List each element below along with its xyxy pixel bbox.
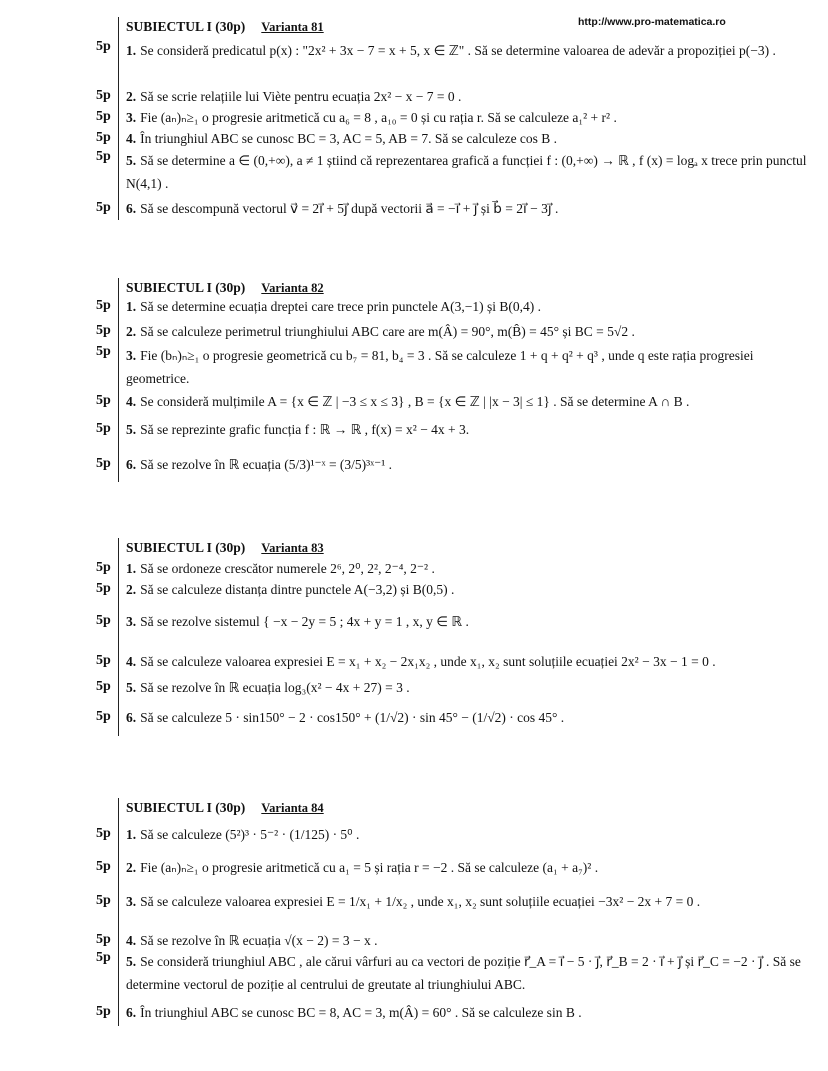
points-label: 5p xyxy=(96,344,111,359)
problem-text-wrap xyxy=(126,1001,816,1024)
problem-number: 2. xyxy=(126,859,137,875)
problem-text: Se consideră triunghiul ABC , ale cărui vârfuri au ca vectori de poziție r⃗_A = i⃗ − 5 · j⃗, r⃗_B = 2 · i⃗ + j⃗ și r⃗_C = −2 · j⃗ . Să se determine vectorul de poziție al centrului de greutate al triunghiului ABC. xyxy=(126,954,801,992)
problem-text: Să se ordoneze crescător numerele 2⁶, 2⁰, 2², 2⁻⁴, 2⁻² . xyxy=(140,560,435,576)
section-varianta-82 xyxy=(96,278,819,482)
problem-item xyxy=(1,295,821,317)
problem-text-wrap xyxy=(126,149,816,195)
problem-text: Să se rezolve în ℝ ecuația (5/3)¹⁻ˣ = (3/5)³ˣ⁻¹ . xyxy=(140,456,393,472)
variant-label: Varianta 82 xyxy=(261,280,324,295)
problem-text: Să se descompună vectorul v⃗ = 2i⃗ + 5j⃗ după vectorii a⃗ = −i⃗ + j⃗ și b⃗ = 2i⃗ − 3j⃗ . xyxy=(140,200,559,216)
problem-item xyxy=(1,854,821,880)
points-label: 5p xyxy=(96,932,111,947)
problem-item xyxy=(1,39,821,87)
variant-label: Varianta 81 xyxy=(261,19,324,34)
problem-number: 1. xyxy=(126,560,137,576)
problem-text-wrap xyxy=(126,106,816,129)
problem-item xyxy=(1,344,821,390)
variant-label: Varianta 83 xyxy=(261,540,324,555)
points-label: 5p xyxy=(96,613,111,628)
problem-text: Fie (bₙ)ₙ≥₁ o progresie geometrică cu b₇ = 81, b₄ = 3 . Să se calculeze 1 + q + q² + q³ , unde q este rația progresiei geometrice. xyxy=(126,348,754,386)
problem-item xyxy=(1,388,821,414)
problem-text-wrap xyxy=(126,676,816,699)
problem-item xyxy=(1,106,821,128)
problem-item xyxy=(1,950,821,998)
problem-number: 2. xyxy=(126,323,137,339)
problem-item xyxy=(1,318,821,344)
problem-number: 2. xyxy=(126,581,137,597)
problem-text-wrap xyxy=(126,197,816,220)
problem-text-wrap xyxy=(126,295,816,318)
points-label: 5p xyxy=(96,679,111,694)
problem-number: 3. xyxy=(126,348,137,363)
points-label: 5p xyxy=(96,323,111,338)
problem-text-wrap xyxy=(126,344,816,390)
points-label: 5p xyxy=(96,859,111,874)
problem-text-wrap xyxy=(126,127,816,150)
problem-text-wrap xyxy=(126,610,816,633)
problem-number: 4. xyxy=(126,130,137,146)
problem-item xyxy=(1,1001,821,1023)
problem-text-wrap xyxy=(126,578,816,601)
problem-text: Să se calculeze distanța dintre punctele A(−3,2) și B(0,5) . xyxy=(140,581,455,597)
problem-number: 5. xyxy=(126,954,137,969)
points-label: 5p xyxy=(96,39,111,54)
problem-item xyxy=(1,149,821,197)
problem-text: Fie (aₙ)ₙ≥₁ o progresie aritmetică cu a₁ = 5 și rația r = −2 . Să se calculeze (a₁ + a₇)² . xyxy=(140,859,599,875)
problem-item xyxy=(1,416,821,442)
problem-text-wrap xyxy=(126,890,816,913)
points-label: 5p xyxy=(96,653,111,668)
section-title: SUBIECTUL I (30p) xyxy=(126,280,246,295)
problem-item xyxy=(1,197,821,219)
section-varianta-84 xyxy=(96,798,819,1026)
problem-text-wrap xyxy=(126,650,816,673)
points-label: 5p xyxy=(96,393,111,408)
points-label: 5p xyxy=(96,709,111,724)
problem-number: 5. xyxy=(126,679,137,695)
problem-number: 1. xyxy=(126,298,137,314)
problem-item xyxy=(1,557,821,579)
section-title: SUBIECTUL I (30p) xyxy=(126,540,246,555)
problem-item xyxy=(1,818,821,850)
problem-text: Să se scrie relațiile lui Viète pentru ecuația 2x² − x − 7 = 0 . xyxy=(140,88,462,104)
problem-item xyxy=(1,650,821,672)
points-label: 5p xyxy=(96,88,111,103)
problem-number: 6. xyxy=(126,1004,137,1020)
points-label: 5p xyxy=(96,456,111,471)
section-header xyxy=(126,17,324,37)
points-label: 5p xyxy=(96,130,111,145)
problem-text: În triunghiul ABC se cunosc BC = 8, AC = 3, m(Â) = 60° . Să se calculeze sin B . xyxy=(140,1004,582,1020)
problem-text: Să se rezolve sistemul { −x − 2y = 5 ; 4x + y = 1 , x, y ∈ ℝ . xyxy=(140,613,469,629)
problem-number: 6. xyxy=(126,200,137,216)
problem-text: Fie (aₙ)ₙ≥₁ o progresie aritmetică cu a₆ = 8 , a₁₀ = 0 și cu rația r. Să se calculeze a₁² + r² . xyxy=(140,109,617,125)
problem-item xyxy=(1,446,821,482)
problem-text-wrap xyxy=(126,557,816,580)
problem-number: 4. xyxy=(126,393,137,409)
points-label: 5p xyxy=(96,950,111,965)
problem-text-wrap xyxy=(126,706,816,729)
problem-item xyxy=(1,578,821,600)
problem-text-wrap xyxy=(126,856,816,879)
problem-text-wrap xyxy=(126,950,816,996)
problem-text: Se consideră mulțimile A = {x ∈ ℤ | −3 ≤ x ≤ 3} , B = {x ∈ ℤ | |x − 3| ≤ 1} . Să se determine A ∩ B . xyxy=(140,393,690,409)
problem-number: 5. xyxy=(126,153,137,168)
problem-number: 4. xyxy=(126,932,137,948)
points-label: 5p xyxy=(96,581,111,596)
source-url[interactable]: http://www.pro-matematica.ro xyxy=(578,16,726,28)
problem-text: Să se calculeze valoarea expresiei E = 1/x₁ + 1/x₂ , unde x₁, x₂ sunt soluțiile ecuației −3x² − 2x + 7 = 0 . xyxy=(140,893,701,909)
problem-text: Să se determine ecuația dreptei care trece prin punctele A(3,−1) și B(0,4) . xyxy=(140,298,541,314)
problem-item xyxy=(1,885,821,917)
problem-item xyxy=(1,929,821,951)
problem-text: Să se calculeze (5²)³ · 5⁻² · (1/125) · 5⁰ . xyxy=(140,826,360,842)
problem-number: 6. xyxy=(126,456,137,472)
section-title: SUBIECTUL I (30p) xyxy=(126,19,246,34)
points-label: 5p xyxy=(96,298,111,313)
section-varianta-81 xyxy=(96,17,819,220)
problem-text: Să se calculeze valoarea expresiei E = x₁ + x₂ − 2x₁x₂ , unde x₁, x₂ sunt soluțiile ecuației 2x² − 3x − 1 = 0 . xyxy=(140,653,716,669)
problem-text-wrap xyxy=(126,453,816,476)
problem-text-wrap xyxy=(126,39,816,62)
points-label: 5p xyxy=(96,893,111,908)
problem-text: Să se reprezinte grafic funcția f : ℝ → ℝ , f(x) = x² − 4x + 3. xyxy=(140,421,470,437)
points-label: 5p xyxy=(96,109,111,124)
variant-label: Varianta 84 xyxy=(261,800,324,815)
points-label: 5p xyxy=(96,149,111,164)
problem-number: 1. xyxy=(126,43,137,58)
problem-item xyxy=(1,676,821,698)
problem-text: Să se rezolve în ℝ ecuația √(x − 2) = 3 − x . xyxy=(140,932,378,948)
points-label: 5p xyxy=(96,200,111,215)
problem-text-wrap xyxy=(126,85,816,108)
points-label: 5p xyxy=(96,1004,111,1019)
problem-number: 3. xyxy=(126,893,137,909)
problem-text: Se consideră predicatul p(x) : "2x² + 3x − 7 = x + 5, x ∈ ℤ" . Să se determine valoarea de adevăr a propoziției p(−3) . xyxy=(140,43,776,58)
problem-number: 2. xyxy=(126,88,137,104)
problem-number: 4. xyxy=(126,653,137,669)
problem-number: 3. xyxy=(126,613,137,629)
problem-text-wrap xyxy=(126,390,816,413)
points-label: 5p xyxy=(96,560,111,575)
problem-text: Să se determine a ∈ (0,+∞), a ≠ 1 știind că reprezentarea grafică a funcției f : (0,+∞) → ℝ , f (x) = logₐ x trece prin punctul N(4,1) . xyxy=(126,153,807,191)
section-header xyxy=(126,798,324,818)
problem-text-wrap xyxy=(126,929,816,952)
points-label: 5p xyxy=(96,826,111,841)
problem-text: Să se rezolve în ℝ ecuația log₃(x² − 4x + 27) = 3 . xyxy=(140,679,410,695)
points-label: 5p xyxy=(96,421,111,436)
problem-item xyxy=(1,700,821,734)
problem-number: 5. xyxy=(126,421,137,437)
problem-text: În triunghiul ABC se cunosc BC = 3, AC = 5, AB = 7. Să se calculeze cos B . xyxy=(140,130,558,146)
problem-item xyxy=(1,127,821,149)
section-title: SUBIECTUL I (30p) xyxy=(126,800,246,815)
section-header xyxy=(126,538,324,558)
problem-text: Să se calculeze perimetrul triunghiului ABC care are m(Â) = 90°, m(B̂) = 45° și BC = 5√2 . xyxy=(140,323,635,339)
problem-text: Să se calculeze 5 · sin150° − 2 · cos150° + (1/√2) · sin 45° − (1/√2) · cos 45° . xyxy=(140,709,565,725)
problem-text-wrap xyxy=(126,320,816,343)
problem-number: 3. xyxy=(126,109,137,125)
problem-item xyxy=(1,85,821,107)
problem-number: 1. xyxy=(126,826,137,842)
section-varianta-83 xyxy=(96,538,819,736)
problem-item xyxy=(1,601,821,641)
problem-number: 6. xyxy=(126,709,137,725)
problem-text-wrap xyxy=(126,418,816,441)
problem-text-wrap xyxy=(126,823,816,846)
